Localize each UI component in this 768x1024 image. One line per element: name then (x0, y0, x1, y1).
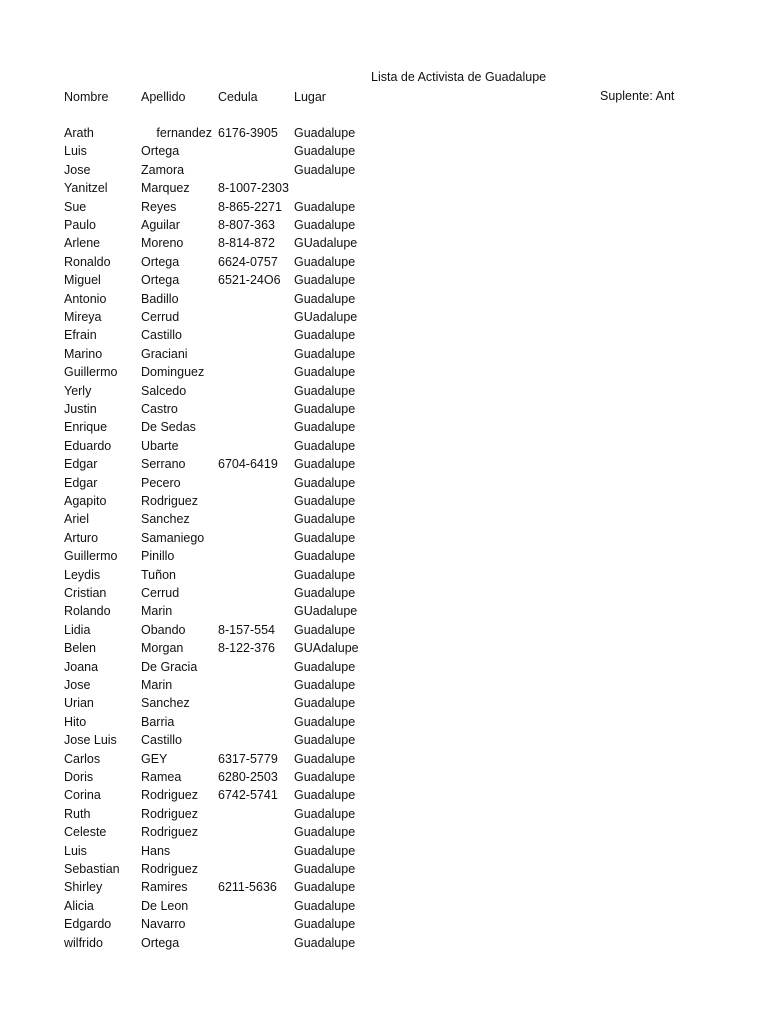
cell-lugar: Guadalupe (294, 273, 356, 288)
cell-apellido: Ortega (141, 273, 180, 288)
cell-lugar: Guadalupe (294, 420, 356, 435)
cell-lugar: Guadalupe (294, 935, 356, 950)
cell-apellido: Marquez (141, 181, 190, 196)
cell-lugar: Guadalupe (294, 898, 356, 913)
cell-apellido: De Leon (141, 898, 189, 913)
header-apellido: Apellido (141, 90, 186, 104)
cell-nombre: Luis (64, 843, 87, 858)
cell-apellido: Rodriguez (141, 806, 198, 821)
cell-lugar: Guadalupe (294, 659, 356, 674)
cell-lugar: Guadalupe (294, 770, 356, 784)
cell-apellido: Moreno (141, 236, 184, 251)
cell-lugar: Guadalupe (294, 475, 356, 490)
cell-lugar: Guadalupe (294, 438, 356, 453)
cell-lugar: Guadalupe (294, 199, 356, 214)
cell-apellido: Marin (141, 604, 173, 619)
cell-nombre: Belen (64, 641, 96, 656)
cell-apellido: Sanchez (141, 696, 190, 711)
cell-nombre: Arath (64, 126, 94, 140)
cell-apellido: Barria (141, 714, 175, 729)
cell-apellido: GEY (141, 751, 168, 766)
cell-apellido: Cerrud (141, 310, 180, 324)
header-lugar: Lugar (294, 90, 326, 104)
cell-lugar: GUadalupe (294, 236, 358, 251)
cell-nombre: Jose (64, 162, 91, 177)
page-title: Lista de Activista de Guadalupe (371, 70, 547, 84)
cell-apellido: Samaniego (141, 530, 205, 545)
cell-nombre: Shirley (64, 880, 103, 895)
cell-lugar: Guadalupe (294, 162, 356, 177)
cell-cedula: 6624-0757 (218, 254, 278, 269)
cell-lugar: Guadalupe (294, 126, 356, 140)
cell-nombre: Miguel (64, 273, 101, 288)
cell-cedula: 8-122-376 (218, 641, 275, 656)
cell-cedula: 8-865-2271 (218, 199, 282, 214)
cell-cedula: 6742-5741 (218, 788, 278, 803)
cell-nombre: Sue (64, 199, 87, 214)
cell-lugar: Guadalupe (294, 365, 356, 380)
cell-apellido: Zamora (141, 162, 185, 177)
cell-lugar: Guadalupe (294, 751, 356, 766)
cell-lugar: Guadalupe (294, 586, 356, 600)
cell-lugar: Guadalupe (294, 733, 356, 748)
cell-apellido: Castillo (141, 328, 182, 343)
cell-nombre: Eduardo (64, 438, 112, 453)
cell-nombre: Marino (64, 346, 103, 361)
cell-lugar: Guadalupe (294, 843, 356, 858)
cell-nombre: Corina (64, 788, 101, 803)
cell-lugar: Guadalupe (294, 218, 356, 232)
cell-nombre: Joana (64, 659, 99, 674)
cell-apellido: Castillo (141, 733, 182, 748)
cell-lugar: Guadalupe (294, 678, 356, 692)
cell-lugar: Guadalupe (294, 549, 356, 564)
cell-nombre: Edgar (64, 457, 98, 472)
cell-lugar: Guadalupe (294, 144, 356, 159)
cell-apellido: Serrano (141, 457, 186, 472)
cell-nombre: Sebastian (64, 862, 120, 876)
cell-cedula: 8-807-363 (218, 218, 275, 232)
cell-apellido: Cerrud (141, 586, 180, 600)
cell-nombre: Carlos (64, 751, 101, 766)
cell-apellido: Ramires (141, 880, 188, 895)
cell-lugar: Guadalupe (294, 806, 356, 821)
header-nombre: Nombre (64, 90, 109, 104)
cell-apellido: Ortega (141, 254, 180, 269)
cell-nombre: Arturo (64, 530, 99, 545)
cell-nombre: Luis (64, 144, 87, 159)
cell-lugar: Guadalupe (294, 714, 356, 729)
cell-nombre: Ruth (64, 806, 91, 821)
cell-cedula: 6280-2503 (218, 770, 278, 784)
cell-nombre: Mireya (64, 310, 102, 324)
cell-apellido: De Sedas (141, 420, 196, 435)
cell-nombre: Hito (64, 714, 87, 729)
cell-lugar: Guadalupe (294, 530, 356, 545)
cell-apellido: Pinillo (141, 549, 175, 564)
cell-nombre: Jose (64, 678, 91, 692)
cell-nombre: Lidia (64, 622, 91, 637)
cell-nombre: Yerly (64, 383, 92, 398)
cell-apellido: Badillo (141, 291, 179, 306)
cell-apellido: Tuñon (141, 567, 176, 582)
cell-nombre: Ariel (64, 512, 90, 527)
cell-lugar: GUAdalupe (294, 641, 359, 656)
cell-cedula: 6211-5636 (218, 880, 277, 895)
cell-lugar: Guadalupe (294, 402, 356, 416)
cell-apellido: Reyes (141, 199, 177, 214)
cell-apellido: Ortega (141, 144, 180, 159)
cell-apellido: De Gracia (141, 659, 198, 674)
cell-nombre: Edgardo (64, 917, 112, 932)
cell-apellido: Rodriguez (141, 788, 198, 803)
cell-lugar: Guadalupe (294, 696, 356, 711)
cell-cedula: 6317-5779 (218, 751, 278, 766)
cell-cedula: 6704-6419 (218, 457, 278, 472)
cell-nombre: Cristian (64, 586, 107, 600)
cell-nombre: Leydis (64, 567, 101, 582)
cell-lugar: Guadalupe (294, 328, 356, 343)
cell-apellido: Pecero (141, 475, 181, 490)
cell-apellido: Aguilar (141, 218, 180, 232)
cell-apellido: Rodriguez (141, 825, 198, 840)
cell-apellido: Salcedo (141, 383, 187, 398)
cell-lugar: Guadalupe (294, 254, 356, 269)
cell-nombre: Jose Luis (64, 733, 117, 748)
cell-lugar: Guadalupe (294, 825, 356, 840)
cell-apellido: Marin (141, 678, 173, 692)
cell-apellido: Castro (141, 402, 178, 416)
cell-apellido: Dominguez (141, 365, 205, 380)
cell-cedula: 6176-3905 (218, 126, 278, 140)
cell-nombre: wilfrido (64, 935, 103, 950)
cell-nombre: Yanitzel (64, 181, 108, 196)
cell-apellido: Ortega (141, 935, 180, 950)
cell-lugar: Guadalupe (294, 622, 356, 637)
cell-nombre: Efrain (64, 328, 97, 343)
cell-lugar: Guadalupe (294, 917, 356, 932)
cell-nombre: Edgar (64, 475, 98, 490)
cell-cedula: 8-157-554 (218, 622, 275, 637)
cell-cedula: 6521-24O6 (218, 273, 281, 288)
cell-nombre: Rolando (64, 604, 111, 619)
cell-nombre: Alicia (64, 898, 94, 913)
cell-apellido: Sanchez (141, 512, 190, 527)
cell-lugar: Guadalupe (294, 494, 356, 508)
cell-lugar: Guadalupe (294, 880, 356, 895)
cell-nombre: Enrique (64, 420, 108, 435)
cell-apellido: Ramea (141, 770, 182, 784)
cell-lugar: Guadalupe (294, 512, 356, 527)
cell-apellido: Rodriguez (141, 494, 198, 508)
cell-nombre: Justin (64, 402, 97, 416)
cell-nombre: Agapito (64, 494, 107, 508)
cell-nombre: Guillermo (64, 549, 118, 564)
cell-nombre: Antonio (64, 291, 107, 306)
cell-nombre: Paulo (64, 218, 96, 232)
cell-nombre: Arlene (64, 236, 101, 251)
cell-nombre: Celeste (64, 825, 107, 840)
cell-apellido: Ubarte (141, 438, 179, 453)
cell-lugar: GUadalupe (294, 604, 358, 619)
cell-cedula: 8-1007-2303 (218, 181, 289, 196)
suplente-label: Suplente: Ant (600, 89, 675, 103)
cell-nombre: Urian (64, 696, 94, 711)
cell-lugar: Guadalupe (294, 862, 356, 876)
cell-lugar: GUadalupe (294, 310, 358, 324)
cell-lugar: Guadalupe (294, 383, 356, 398)
cell-apellido: Graciani (141, 346, 188, 361)
cell-lugar: Guadalupe (294, 291, 356, 306)
cell-apellido: Rodriguez (141, 862, 198, 876)
header-cedula: Cedula (218, 90, 258, 104)
cell-nombre: Ronaldo (64, 254, 111, 269)
cell-lugar: Guadalupe (294, 346, 356, 361)
cell-lugar: Guadalupe (294, 788, 356, 803)
cell-lugar: Guadalupe (294, 457, 356, 472)
cell-nombre: Guillermo (64, 365, 118, 380)
cell-apellido: Morgan (141, 641, 184, 656)
cell-cedula: 8-814-872 (218, 236, 275, 251)
cell-apellido: Obando (141, 622, 186, 637)
cell-lugar: Guadalupe (294, 567, 356, 582)
cell-nombre: Doris (64, 770, 94, 784)
cell-apellido: fernandez (156, 126, 212, 140)
cell-apellido: Hans (141, 843, 171, 858)
cell-apellido: Navarro (141, 917, 186, 932)
